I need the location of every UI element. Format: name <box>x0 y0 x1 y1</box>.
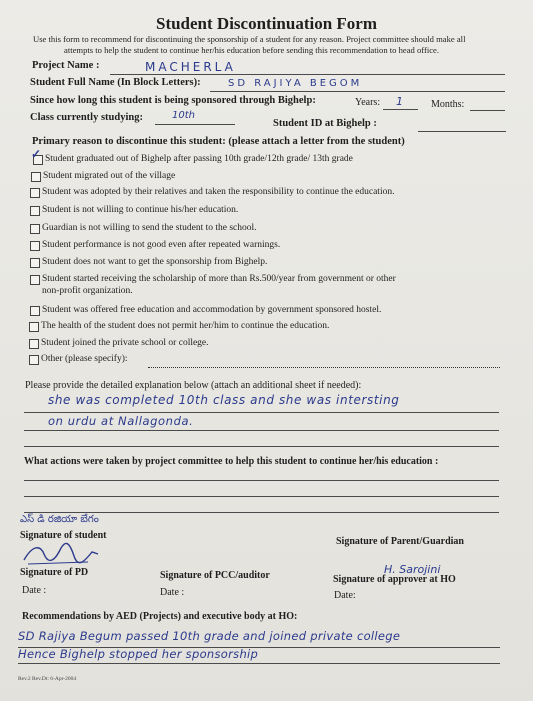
pcc-date-label: Date : <box>160 587 185 598</box>
recommendations-label: Recommendations by AED (Projects) and executive body at HO: <box>22 611 298 622</box>
intro-line-1: Use this form to recommend for discontinuing the sponsorship of a student for any reason. Project committee should make all <box>33 34 466 44</box>
reason-option-4: Student is not willing to continue his/her education. <box>42 205 239 215</box>
reason-checkbox-2[interactable] <box>31 172 41 182</box>
actions-label: What actions were taken by project committee to help this student to continue her/his education : <box>24 456 439 467</box>
reason-checkbox-7[interactable] <box>30 258 40 268</box>
months-label: Months: <box>431 99 465 110</box>
reason-heading: Primary reason to discontinue this student: (please attach a letter from the student) <box>32 136 405 147</box>
reason-option-8-continued: non-profit organization. <box>42 286 133 296</box>
class-field-line <box>155 124 235 125</box>
reason-option-1: Student graduated out of Bighelp after passing 10th grade/12th grade/ 13th grade <box>45 154 353 164</box>
reason-checkbox-5[interactable] <box>30 224 40 234</box>
reason-checkbox-10[interactable] <box>29 322 39 332</box>
reason-option-8: Student started receiving the scholarship of more than Rs.500/year from government or other <box>42 274 396 284</box>
explanation-text-2[interactable]: on urdu at Nallagonda. <box>48 414 194 428</box>
approver-signature-label: Signature of approver at HO <box>333 574 456 585</box>
explanation-line-1 <box>24 412 499 413</box>
approver-signature: H. Sarojini <box>384 563 441 576</box>
explanation-line-2 <box>24 430 499 431</box>
reason-checkbox-11[interactable] <box>29 339 39 349</box>
reason-option-10: The health of the student does not permit her/him to continue the education. <box>41 321 330 331</box>
reason-checkbox-8[interactable] <box>30 275 40 285</box>
sponsorship-duration-label: Since how long this student is being sponsored through Bighelp: <box>30 95 316 106</box>
recommendations-text-2[interactable]: Hence Bighelp stopped her sponsorship <box>18 647 259 661</box>
years-label: Years: <box>355 97 381 108</box>
form-revision-footer: Rev.2 Rev.Dt: 6-Apr-2004 <box>18 676 77 682</box>
years-field-line <box>383 109 418 110</box>
student-name-label: Student Full Name (In Block Letters): <box>30 77 201 88</box>
reason-option-3: Student was adopted by their relatives and taken the responsibility to continue the education. <box>42 187 395 197</box>
project-name-value[interactable]: MACHERLA <box>145 60 236 74</box>
project-name-field-line <box>110 74 505 75</box>
reason-checkbox-9[interactable] <box>30 306 40 316</box>
reason-option-11: Student joined the private school or college. <box>41 338 209 348</box>
checkmark-icon: ✓ <box>31 147 42 161</box>
reason-option-12: Other (please specify): <box>41 354 128 364</box>
reason-checkbox-4[interactable] <box>30 206 40 216</box>
student-id-field-line <box>418 131 506 132</box>
months-value[interactable] <box>470 98 500 110</box>
explanation-text-1[interactable]: she was completed 10th class and she was intersting <box>48 393 400 407</box>
form-title: Student Discontinuation Form <box>155 14 378 33</box>
actions-line-2 <box>24 496 499 497</box>
reason-option-2: Student migrated out of the village <box>43 171 176 181</box>
months-field-line <box>470 110 505 111</box>
reason-option-6: Student performance is not good even after repeated warnings. <box>42 240 281 250</box>
pd-signature-label: Signature of PD <box>20 567 89 578</box>
explanation-label: Please provide the detailed explanation below (attach an additional sheet if needed): <box>25 380 362 391</box>
pd-date-label: Date : <box>22 585 47 596</box>
reason-checkbox-6[interactable] <box>30 241 40 251</box>
pcc-signature-label: Signature of PCC/auditor <box>160 570 270 581</box>
recommendations-text-1[interactable]: SD Rajiya Begum passed 10th grade and joined private college <box>18 629 401 643</box>
intro-line-2: attempts to help the student to continue her/his education before sending this recommendation to head office. <box>64 45 439 55</box>
reason-option-7: Student does not want to get the sponsorship from Bighelp. <box>42 257 268 267</box>
explanation-line-3 <box>24 446 499 447</box>
years-value[interactable]: 1 <box>396 95 403 108</box>
student-id-value[interactable] <box>420 117 500 129</box>
student-name-field-line <box>210 91 505 92</box>
pd-signature-scribble <box>22 540 102 568</box>
student-name-value[interactable]: SD RAJIYA BEGOM <box>228 78 363 89</box>
actions-line-1 <box>24 480 499 481</box>
reason-option-5: Guardian is not willing to send the student to the school. <box>42 223 257 233</box>
approver-date-label: Date: <box>334 590 356 601</box>
reason-checkbox-3[interactable] <box>30 188 40 198</box>
reason-option-9: Student was offered free education and accommodation by government sponsored hostel. <box>42 305 382 315</box>
recommendations-line-2 <box>18 663 500 664</box>
project-name-label: Project Name : <box>32 60 100 71</box>
other-reason-field-line <box>148 367 500 368</box>
student-signature-label: Signature of student <box>20 530 107 541</box>
student-signature: ఎస్ డి రజియా బేగం <box>20 514 99 525</box>
parent-signature-label: Signature of Parent/Guardian <box>336 536 464 547</box>
class-value[interactable]: 10th <box>172 110 195 121</box>
class-label: Class currently studying: <box>30 112 143 123</box>
student-id-label: Student ID at Bighelp : <box>273 118 377 129</box>
reason-checkbox-12[interactable] <box>29 355 39 365</box>
